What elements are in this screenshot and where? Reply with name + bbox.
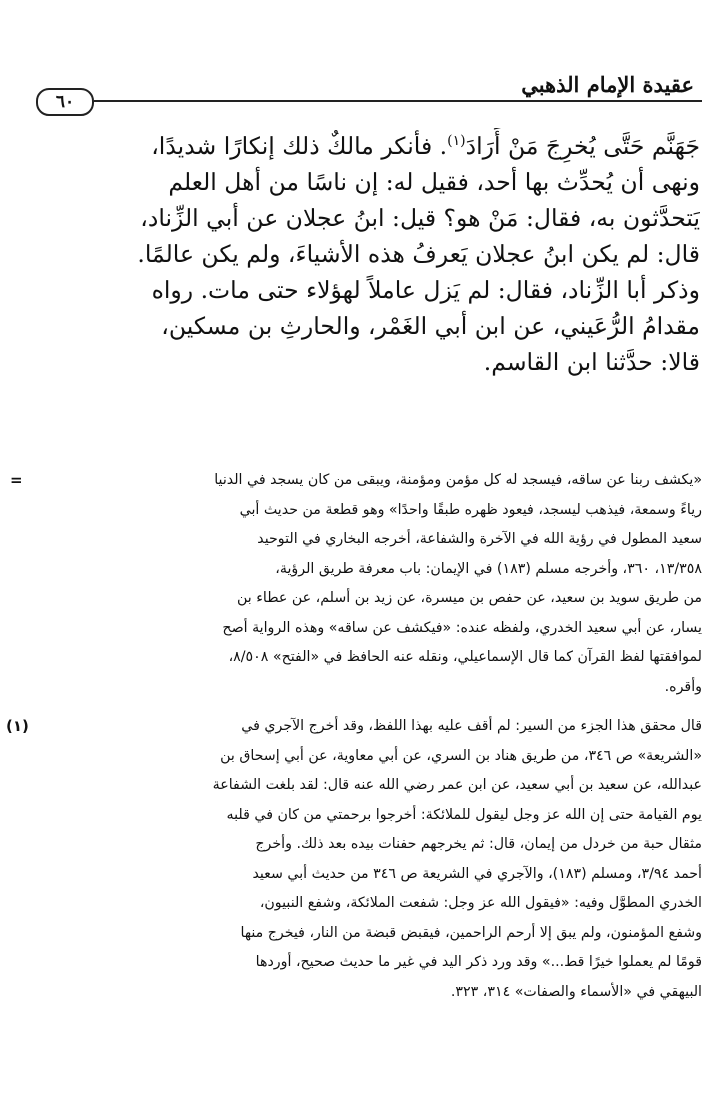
footnote-line: وشفع المؤمنون، ولم يبق إلا أرحم الراحمين، فيقبض قبضة من النار، فيخرج منها: [240, 924, 702, 941]
page-header: [36, 70, 702, 110]
header-rule: [94, 100, 702, 102]
footnote-line: البيهقي في «الأسماء والصفات» ٣١٤، ٣٢٣.: [450, 983, 702, 1000]
book-title: عقيدة الإمام الذهبي: [521, 72, 694, 97]
footnote-line: عبدالله، عن سعيد بن أبي سعيد، عن ابن عمر رضي الله عنه قال: لقد بلغت الشفاعة: [212, 777, 702, 793]
main-text-line: مقدامُ الرُّعَيني، عن ابن أبي الغَمْر، والحارثِ بن مسكين،: [161, 312, 700, 340]
main-text-line: [40, 128, 700, 164]
main-text-line: وذكر أبا الزِّناد، فقال: لم يَزل عاملاً لهؤلاء حتى مات. رواه: [151, 276, 700, 304]
footnote-line: قال محقق هذا الجزء من السير: لم أقف عليه بهذا اللفظ، وقد أخرج الآجري في: [241, 718, 702, 734]
footnote-line: قومًا لم يعملوا خيرًا قط...» وقد ورد ذكر اليد في غير ما حديث صحيح، أوردها: [255, 954, 702, 970]
footnote-line: الخدري المطوَّل وفيه: «فيقول الله عز وجل: شفعت الملائكة، وشفع النبيون،: [259, 895, 702, 911]
footnote-line: أحمد ٣/٩٤، ومسلم (١٨٣)، والآجري في الشريعة ص ٣٤٦ من حديث أبي سعيد: [252, 865, 702, 882]
footnote-continuation: [10, 466, 702, 702]
footnote-line: «الشريعة» ص ٣٤٦، من طريق هناد بن السري، عن أبي معاوية، عن أبي إسحاق بن: [220, 747, 702, 764]
main-text-line-start: جَهَنَّم حَتَّى يُخرِجَ مَنْ أَرَادَ: [465, 132, 700, 160]
main-text-line-end: . فأنكر مالكٌ ذلك إنكارًا شديدًا،: [151, 132, 448, 160]
footnote-line: وأقره.: [664, 678, 702, 695]
footnote-line: يسار، عن أبي سعيد الخدري، ولفظه عنده: «فيكشف عن ساقه» وهذه الرواية أصح: [222, 619, 702, 636]
footnote-line: يوم القيامة حتى إن الله عز وجل ليقول للملائكة: أخرجوا برحمتي من كان في قلبه: [226, 806, 702, 823]
footnote-reference: (١): [447, 133, 466, 150]
footnote-line: مثقال حبة من خردل من إيمان، قال: ثم يخرجهم حفنات بيده بعد ذلك. وأخرج: [255, 836, 702, 852]
footnote-1-marker: (١): [6, 717, 29, 735]
footnotes: [6, 466, 702, 1007]
footnote-line: من طريق سويد بن سعيد، عن حفص بن ميسرة، عن زيد بن أسلم، عن عطاء بن: [237, 590, 702, 606]
main-text-line: يَتحدَّثون به، فقال: مَنْ هو؟ قيل: ابنُ عجلان عن أبي الزِّناد،: [140, 204, 700, 232]
main-text-line: ونهى أن يُحدِّث بها أحد، فقيل له: إن ناسًا من أهل العلم: [168, 168, 700, 196]
footnote-line: لموافقتها لفظ القرآن كما قال الإسماعيلي، ونقله عنه الحافظ في «الفتح» ٨/٥٠٨،: [228, 649, 702, 665]
footnote-line: ١٣/٣٥٨، ٣٦٠، وأخرجه مسلم (١٨٣) في الإيمان: باب معرفة طريق الرؤية،: [275, 560, 702, 577]
main-text-line: قال: لم يكن ابنُ عجلان يَعرفُ هذه الأشياءَ، ولم يكن عالمًا.: [137, 240, 700, 268]
footnote-line: سعيد المطول في رؤية الله في الآخرة والشفاعة، أخرجه البخاري في التوحيد: [257, 531, 702, 547]
page-number: ٦٠: [36, 88, 94, 116]
footnote-line: رياءً وسمعة، فيذهب ليسجد، فيعود ظهره طبقًا واحدًا» وهو قطعة من حديث أبي: [239, 501, 702, 518]
main-text: [40, 128, 700, 380]
footnote-line: «يكشف ربنا عن ساقه، فيسجد له كل مؤمن ومؤمنة، ويبقى من كان يسجد في الدنيا: [214, 472, 702, 488]
continuation-marker: =: [10, 471, 23, 489]
footnote-1: [6, 712, 702, 1007]
main-text-line: قالا: حدَّثنا ابن القاسم.: [483, 348, 700, 376]
